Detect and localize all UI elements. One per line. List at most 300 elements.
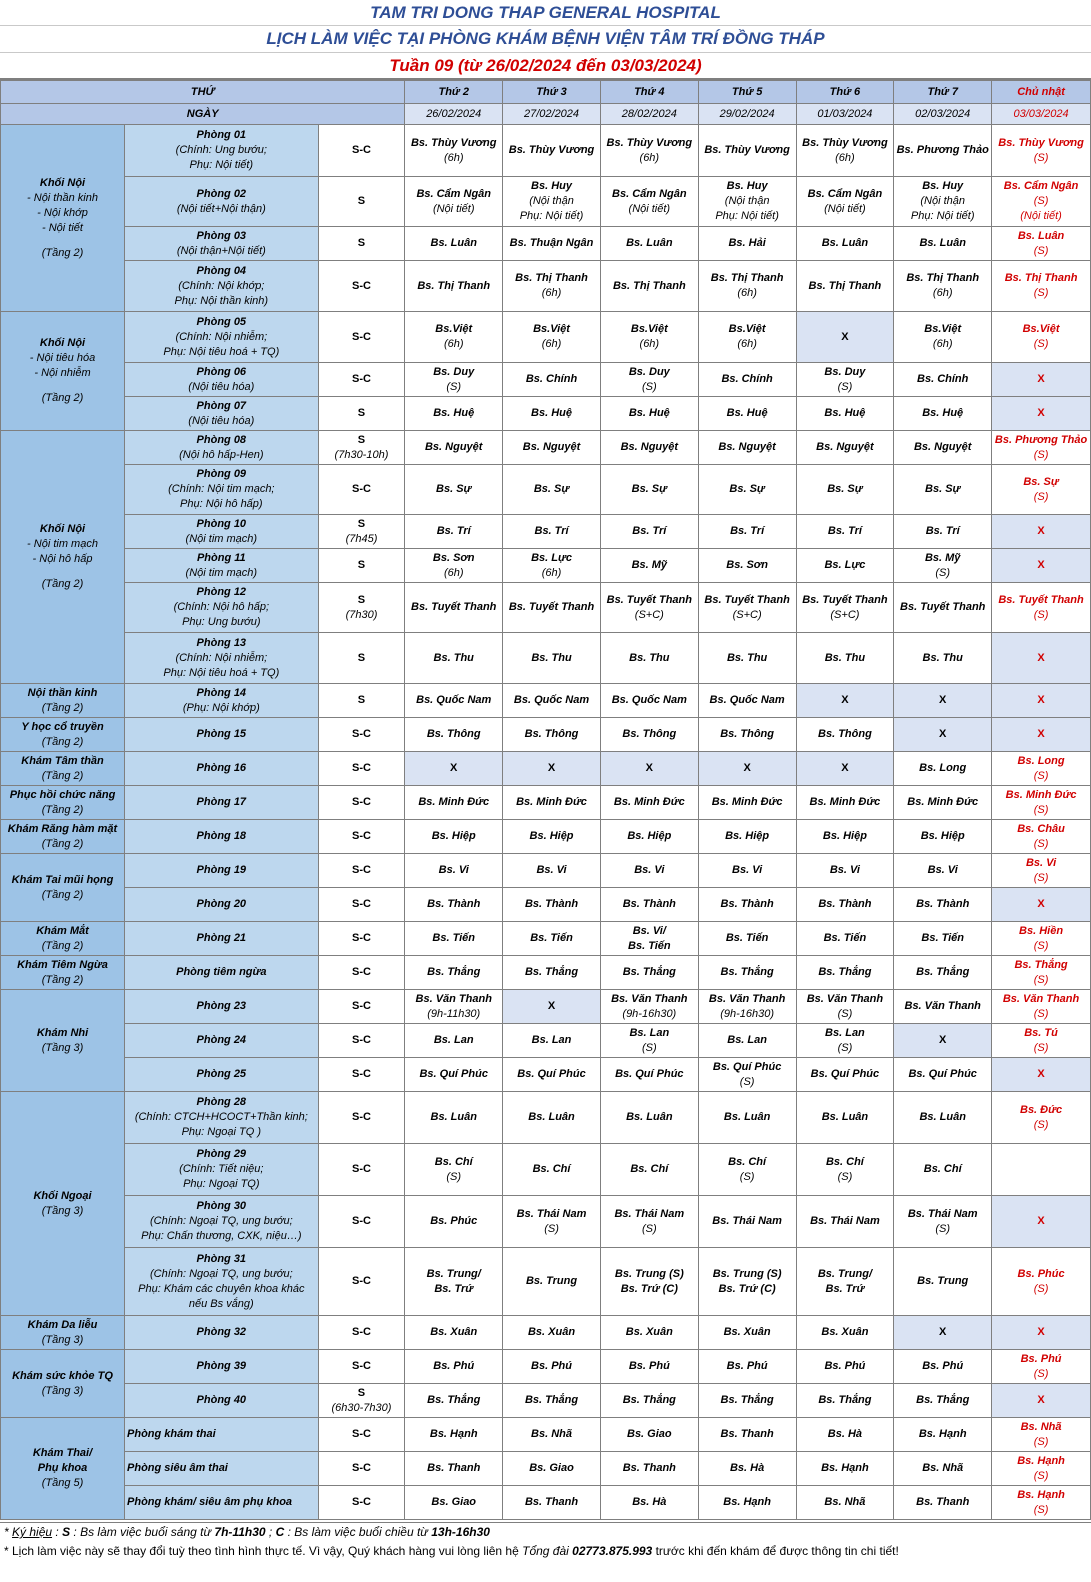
doctor-name: Bs. Phú	[922, 1360, 964, 1372]
doctor-name: X	[939, 694, 947, 706]
room-specialty: (Chính: Tiết niệu;	[179, 1163, 264, 1175]
doctor-name: Bs. Cẩm Ngân	[807, 187, 883, 200]
doctor-name: Bs. Đức	[1020, 1103, 1063, 1116]
shift-code: S	[357, 651, 366, 664]
room-cell	[125, 465, 319, 515]
doctor-cell	[796, 956, 894, 990]
schedule-row	[1, 397, 1091, 431]
doctor-name: Bs. Tuyết Thanh	[900, 601, 986, 613]
room-name: Phòng 16	[196, 762, 247, 774]
room-specialty: (Chính: Ung bướu;	[175, 144, 267, 156]
doctor-name: Bs.Việt	[728, 323, 766, 335]
day-header: Thứ 6	[796, 81, 894, 104]
department-line: (Tầng 2)	[41, 769, 84, 782]
doctor-note: (9h-11h30)	[427, 1007, 481, 1020]
department-cell	[1, 786, 125, 820]
doctor-cell	[405, 431, 503, 465]
doctor-cell	[992, 956, 1091, 990]
shift-code: S	[357, 559, 366, 571]
doctor-cell	[796, 1452, 894, 1486]
shift-code: S-C	[351, 330, 371, 343]
schedule-row	[1, 261, 1091, 312]
shift-cell	[318, 1092, 405, 1144]
doctor-name: X	[1037, 1215, 1045, 1227]
doctor-name: Bs. Phú	[433, 1360, 475, 1372]
room-name: Phòng 02	[196, 187, 247, 200]
room-cell	[125, 684, 319, 718]
doctor-cell	[796, 515, 894, 549]
doctor-cell	[503, 1196, 601, 1248]
day-header: Thứ 2	[405, 81, 503, 104]
room-cell	[125, 1248, 319, 1316]
doctor-name: Bs. Vi	[536, 864, 567, 876]
doctor-name: Bs. Phú	[1020, 1352, 1062, 1365]
doctor-name: Bs. Châu	[1017, 822, 1065, 835]
doctor-name: Bs. Cẩm Ngân	[1003, 180, 1079, 192]
doctor-cell	[698, 820, 796, 854]
doctor-cell	[600, 261, 698, 312]
doctor-note: (6h)	[932, 338, 953, 350]
doctor-name: Bs. Lan	[531, 1034, 572, 1046]
schedule-row	[1, 312, 1091, 363]
doctor-cell	[894, 431, 992, 465]
doctor-name: Bs. Thắng	[720, 966, 774, 978]
doctor-name: Bs. Thắng	[916, 1394, 970, 1406]
doctor-cell	[503, 1418, 601, 1452]
department-line: (Tầng 5)	[41, 1477, 84, 1489]
room-cell	[125, 1452, 319, 1486]
shift-code: S-C	[351, 1462, 371, 1474]
room-cell	[125, 1316, 319, 1350]
doctor-note: (S)	[1033, 490, 1049, 503]
shift-cell	[318, 684, 405, 718]
doctor-name: Bs. Lan	[433, 1034, 474, 1046]
room-specialty: Phụ: Nội tiêu hoá + TQ)	[163, 345, 280, 358]
doctor-name: Bs. Văn Thanh	[904, 1000, 981, 1012]
shift-code: S-C	[351, 1068, 371, 1080]
doctor-name: Bs. Thùy Vương	[998, 136, 1084, 149]
department-line: Phụ khoa	[37, 1462, 88, 1474]
shift-cell	[318, 854, 405, 888]
doctor-name: Bs. Luân	[723, 1111, 771, 1123]
room-specialty: Phụ: Khám các chuyên khoa khác	[138, 1282, 305, 1295]
schedule-row	[1, 922, 1091, 956]
doctor-cell	[894, 1486, 992, 1520]
doctor-cell	[600, 363, 698, 397]
doctor-name: Bs. Thị Thanh	[906, 272, 980, 284]
room-cell	[125, 1418, 319, 1452]
doctor-cell	[992, 465, 1091, 515]
doctor-cell	[600, 1144, 698, 1196]
doctor-cell	[698, 431, 796, 465]
doctor-name: Bs. Chính	[525, 373, 578, 385]
doctor-cell	[698, 854, 796, 888]
doctor-cell	[992, 820, 1091, 854]
doctor-name: Bs. Nguyệt	[816, 441, 874, 453]
room-specialty: Phụ: Ung bướu)	[182, 616, 261, 628]
doctor-cell	[405, 1384, 503, 1418]
doctor-cell	[894, 633, 992, 684]
doctor-name: Bs. Trung/	[817, 1267, 873, 1280]
doctor-name: Bs. Hiền	[1019, 924, 1064, 937]
shift-note: (7h45)	[345, 532, 378, 545]
shift-code: S	[357, 1386, 366, 1399]
doctor-name: X	[645, 762, 653, 774]
doctor-cell	[503, 718, 601, 752]
doctor-cell	[894, 990, 992, 1024]
doctor-note: Phụ: Nội tiết)	[910, 210, 975, 222]
department-cell	[1, 684, 125, 718]
doctor-cell	[796, 177, 894, 227]
doctor-cell	[698, 718, 796, 752]
off-day-cell	[992, 515, 1091, 549]
doctor-name: Bs. Trí	[632, 525, 667, 537]
doctor-name: Bs. Thanh	[916, 1496, 970, 1508]
doctor-cell	[600, 854, 698, 888]
department-line: - Nội thần kinh	[27, 191, 98, 204]
room-specialty: (Nội tim mạch)	[185, 532, 258, 545]
shift-code: S	[357, 593, 366, 606]
department-cell	[1, 1418, 125, 1520]
room-name: Phòng 15	[196, 728, 247, 740]
doctor-name: Bs. Chí	[825, 1155, 864, 1168]
doctor-name: Bs. Sự	[827, 483, 863, 495]
doctor-name: Bs. Sự	[631, 483, 667, 495]
doctor-name: Bs. Huy	[531, 180, 572, 192]
shift-cell	[318, 820, 405, 854]
doctor-name: Bs. Minh Đức	[516, 796, 587, 808]
doctor-cell	[503, 515, 601, 549]
department-line: - Nội nhiễm	[34, 367, 91, 379]
off-day-cell	[992, 888, 1091, 922]
doctor-name: Bs. Văn Thanh	[708, 992, 786, 1005]
doctor-note: (S+C)	[634, 608, 664, 621]
doctor-cell	[503, 633, 601, 684]
doctor-cell	[600, 227, 698, 261]
doctor-cell	[698, 177, 796, 227]
doctor-name: Bs. Trí	[534, 525, 569, 537]
doctor-name: Bs. Thu	[531, 651, 572, 664]
doctor-name: Bs. Thị Thanh	[808, 279, 882, 292]
day-header: Thứ 3	[503, 81, 601, 104]
ngay-label: NGÀY	[1, 104, 405, 125]
doctor-name: Bs. Trung/	[426, 1267, 481, 1280]
doctor-name: Bs. Thái Nam	[907, 1207, 978, 1220]
room-cell	[125, 515, 319, 549]
doctor-cell	[796, 854, 894, 888]
doctor-name: Bs. Long	[919, 762, 967, 774]
department-line: (Tầng 3)	[41, 1384, 84, 1397]
doctor-name: Bs. Văn Thanh	[611, 992, 688, 1005]
department-line: (Tầng 2)	[41, 973, 84, 986]
date-cell: 26/02/2024	[405, 104, 503, 125]
doctor-note: (S)	[1033, 973, 1049, 986]
doctor-name: Bs. Phúc	[1017, 1267, 1065, 1280]
doctor-note: Bs. Trứ	[825, 1282, 865, 1295]
department-line: Y học cổ truyền	[21, 720, 104, 733]
doctor-cell	[503, 1486, 601, 1520]
doctor-name: X	[1037, 1068, 1045, 1080]
doctor-name: Bs. Thùy Vương	[704, 144, 790, 156]
doctor-name: Bs. Thắng	[427, 966, 481, 978]
doctor-name: Bs. Trung	[917, 1275, 969, 1287]
legend-label: Ký hiệu	[12, 1525, 53, 1539]
doctor-cell	[698, 465, 796, 515]
doctor-cell	[503, 820, 601, 854]
doctor-cell	[796, 1024, 894, 1058]
doctor-cell	[796, 1384, 894, 1418]
doctor-name: Bs. Thành	[720, 898, 774, 910]
doctor-cell	[894, 888, 992, 922]
doctor-cell	[894, 261, 992, 312]
schedule-row	[1, 1092, 1091, 1144]
doctor-name: Bs. Thắng	[1014, 958, 1068, 971]
doctor-cell	[405, 125, 503, 177]
doctor-cell	[600, 465, 698, 515]
department-line: (Tầng 2)	[41, 803, 84, 816]
doctor-cell	[796, 718, 894, 752]
doctor-cell	[503, 312, 601, 363]
doctor-name: Bs. Nguyệt	[718, 441, 776, 453]
day-header-sunday: Chủ nhật	[992, 81, 1091, 104]
doctor-name: X	[1037, 1326, 1045, 1338]
doctor-cell	[698, 956, 796, 990]
shift-code: S-C	[351, 373, 371, 385]
doctor-cell	[600, 549, 698, 583]
off-day-cell	[992, 633, 1091, 684]
doctor-name: Bs. Thắng	[916, 966, 970, 978]
department-cell	[1, 956, 125, 990]
room-name: Phòng 40	[196, 1394, 247, 1406]
shift-code: S	[357, 433, 366, 446]
doctor-note: Bs. Trứ (C)	[620, 1282, 678, 1295]
doctor-name: Bs. Trí	[827, 525, 862, 537]
doctor-cell	[503, 465, 601, 515]
shift-cell	[318, 1196, 405, 1248]
doctor-name: X	[841, 762, 849, 774]
schedule-row	[1, 583, 1091, 633]
doctor-cell	[405, 1248, 503, 1316]
doctor-name: X	[1037, 407, 1045, 419]
department-line: Khám Nhi	[36, 1026, 89, 1039]
doctor-name: Bs. Phương Thảo	[896, 144, 989, 156]
department-cell	[1, 1316, 125, 1350]
doctor-cell	[405, 397, 503, 431]
doctor-name: Bs. Thành	[622, 898, 676, 910]
room-cell	[125, 431, 319, 465]
schedule-row	[1, 684, 1091, 718]
doctor-name: Bs. Văn Thanh	[415, 992, 492, 1005]
department-line: (Tầng 2)	[41, 701, 84, 714]
room-specialty: (Chính: Nội nhiễm;	[175, 330, 268, 343]
doctor-cell	[992, 1248, 1091, 1316]
doctor-note: (6h)	[443, 151, 464, 164]
room-cell	[125, 397, 319, 431]
doctor-cell	[796, 1316, 894, 1350]
off-day-cell	[894, 684, 992, 718]
shift-cell	[318, 633, 405, 684]
doctor-cell	[992, 1452, 1091, 1486]
doctor-cell	[992, 922, 1091, 956]
doctor-name: Bs. Chính	[721, 373, 773, 385]
schedule-row	[1, 990, 1091, 1024]
doctor-note: (S)	[1033, 1367, 1049, 1380]
off-day-cell	[992, 1196, 1091, 1248]
doctor-note: (6h)	[443, 338, 464, 350]
doctor-name: Bs. Vi	[927, 864, 958, 876]
doctor-note: (S)	[1033, 1469, 1049, 1482]
doctor-cell	[992, 261, 1091, 312]
room-name: Phòng siêu âm thai	[127, 1462, 228, 1474]
doctor-cell	[894, 515, 992, 549]
doctor-name: Bs. Tuyết Thanh	[998, 593, 1084, 606]
doctor-cell	[600, 1452, 698, 1486]
shift-code: S	[357, 237, 366, 249]
date-cell: 01/03/2024	[796, 104, 894, 125]
doctor-cell	[405, 1452, 503, 1486]
doctor-note: (9h-16h30)	[720, 1007, 775, 1020]
room-specialty: (Nội tim mạch)	[185, 566, 258, 579]
doctor-name: Bs. Thông	[524, 728, 579, 740]
doctor-name: X	[1037, 525, 1045, 537]
doctor-cell	[405, 515, 503, 549]
doctor-name: Bs. Nhã	[922, 1462, 964, 1474]
doctor-name: Bs. Lực	[531, 551, 572, 564]
doctor-note: (Nội tiết)	[824, 202, 866, 215]
doctor-note: (S)	[446, 380, 462, 393]
doctor-name: Bs. Huệ	[628, 407, 670, 419]
schedule-row	[1, 1144, 1091, 1196]
doctor-cell	[600, 431, 698, 465]
doctor-name: Bs. Trí	[925, 525, 960, 537]
doctor-name: Bs. Thị Thanh	[1004, 272, 1078, 284]
off-day-cell	[503, 752, 601, 786]
doctor-name: X	[1037, 651, 1045, 664]
department-cell	[1, 125, 125, 312]
doctor-cell	[600, 1024, 698, 1058]
doctor-cell	[503, 1316, 601, 1350]
doctor-note: (S)	[641, 1041, 657, 1054]
thu-label: THỨ	[1, 81, 405, 104]
doctor-cell	[992, 990, 1091, 1024]
doctor-name: X	[547, 1000, 556, 1012]
room-name: Phòng khám thai	[127, 1428, 216, 1440]
room-specialty: Phụ: Chấn thương, CXK, niệu…)	[141, 1230, 302, 1242]
room-cell	[125, 1058, 319, 1092]
doctor-cell	[503, 956, 601, 990]
doctor-name: Bs. Nhã	[824, 1496, 866, 1508]
doctor-name: Bs. Thắng	[622, 966, 676, 978]
shift-cell	[318, 1058, 405, 1092]
department-cell	[1, 820, 125, 854]
doctor-cell	[503, 786, 601, 820]
department-cell	[1, 854, 125, 922]
room-specialty: (Chính: Ngoại TQ, ung bướu;	[149, 1267, 293, 1280]
doctor-cell	[796, 363, 894, 397]
doctor-cell	[894, 820, 992, 854]
room-cell	[125, 1350, 319, 1384]
doctor-name: Bs. Thanh	[622, 1462, 676, 1474]
doctor-cell	[796, 465, 894, 515]
room-cell	[125, 752, 319, 786]
doctor-cell	[503, 888, 601, 922]
doctor-name: Bs. Luân	[821, 1111, 869, 1123]
doctor-name: Bs. Minh Đức	[613, 796, 685, 808]
shift-cell	[318, 227, 405, 261]
doctor-note: (S)	[641, 380, 657, 393]
doctor-cell	[894, 786, 992, 820]
doctor-name: Bs. Huệ	[531, 407, 572, 419]
doctor-name: Bs. Minh Đức	[809, 796, 881, 808]
doctor-name: Bs. Minh Đức	[711, 796, 783, 808]
doctor-name: Bs. Thanh	[524, 1496, 579, 1508]
room-name: Phòng 30	[196, 1200, 247, 1212]
room-cell	[125, 990, 319, 1024]
room-name: Phòng 19	[196, 864, 247, 876]
shift-code: S-C	[351, 830, 371, 842]
doctor-note: (S)	[1033, 803, 1049, 816]
doctor-cell	[992, 1350, 1091, 1384]
doctor-note: (Nội thận	[920, 195, 966, 207]
doctor-name: Bs. Hạnh	[1017, 1454, 1065, 1467]
header-title-en: TAM TRI DONG THAP GENERAL HOSPITAL	[0, 0, 1091, 26]
doctor-name: Bs. Huệ	[726, 407, 768, 419]
doctor-note: (S)	[1033, 608, 1049, 621]
doctor-name: Bs. Hạnh	[918, 1428, 967, 1440]
doctor-name: Bs. Tiến	[725, 932, 769, 944]
doctor-name: Bs. Thắng	[524, 1394, 579, 1406]
schedule-row	[1, 1196, 1091, 1248]
room-cell	[125, 1092, 319, 1144]
off-day-cell	[992, 684, 1091, 718]
footer	[0, 1522, 1091, 1561]
doctor-name: Bs. Hiệp	[431, 830, 476, 842]
doctor-name: Bs. Vi	[634, 864, 665, 876]
room-cell	[125, 633, 319, 684]
doctor-cell	[503, 1092, 601, 1144]
shift-code: S-C	[351, 864, 371, 876]
doctor-cell	[405, 1058, 503, 1092]
department-line: Khám Thai/	[32, 1447, 93, 1459]
doctor-name: Bs. Xuân	[723, 1326, 771, 1338]
doctor-note: (S)	[1033, 1435, 1049, 1448]
doctor-name: Bs. Mỹ	[924, 551, 961, 564]
doctor-name: Bs. Vi	[732, 864, 763, 876]
room-specialty: (Chính: Nội hô hấp;	[173, 601, 269, 613]
department-line: Khối Ngoại	[33, 1189, 92, 1202]
room-cell	[125, 888, 319, 922]
footer-text: trước khi đến khám để được thông tin chi tiết!	[652, 1544, 899, 1558]
shift-cell	[318, 1350, 405, 1384]
department-cell	[1, 431, 125, 684]
doctor-cell	[992, 1024, 1091, 1058]
off-day-cell	[894, 718, 992, 752]
doctor-name: X	[939, 1034, 947, 1046]
doctor-cell	[894, 397, 992, 431]
doctor-name: Bs. Quí Phúc	[419, 1068, 488, 1080]
doctor-cell	[796, 786, 894, 820]
doctor-cell	[405, 312, 503, 363]
off-day-cell	[796, 752, 894, 786]
room-cell	[125, 820, 319, 854]
doctor-cell	[600, 1316, 698, 1350]
doctor-name: Bs. Chính	[917, 373, 969, 385]
doctor-note: (Nội thận	[529, 195, 574, 207]
doctor-cell	[405, 922, 503, 956]
department-line: (Tầng 2)	[41, 735, 84, 748]
doctor-name: Bs. Lan	[629, 1026, 670, 1039]
doctor-cell	[894, 465, 992, 515]
